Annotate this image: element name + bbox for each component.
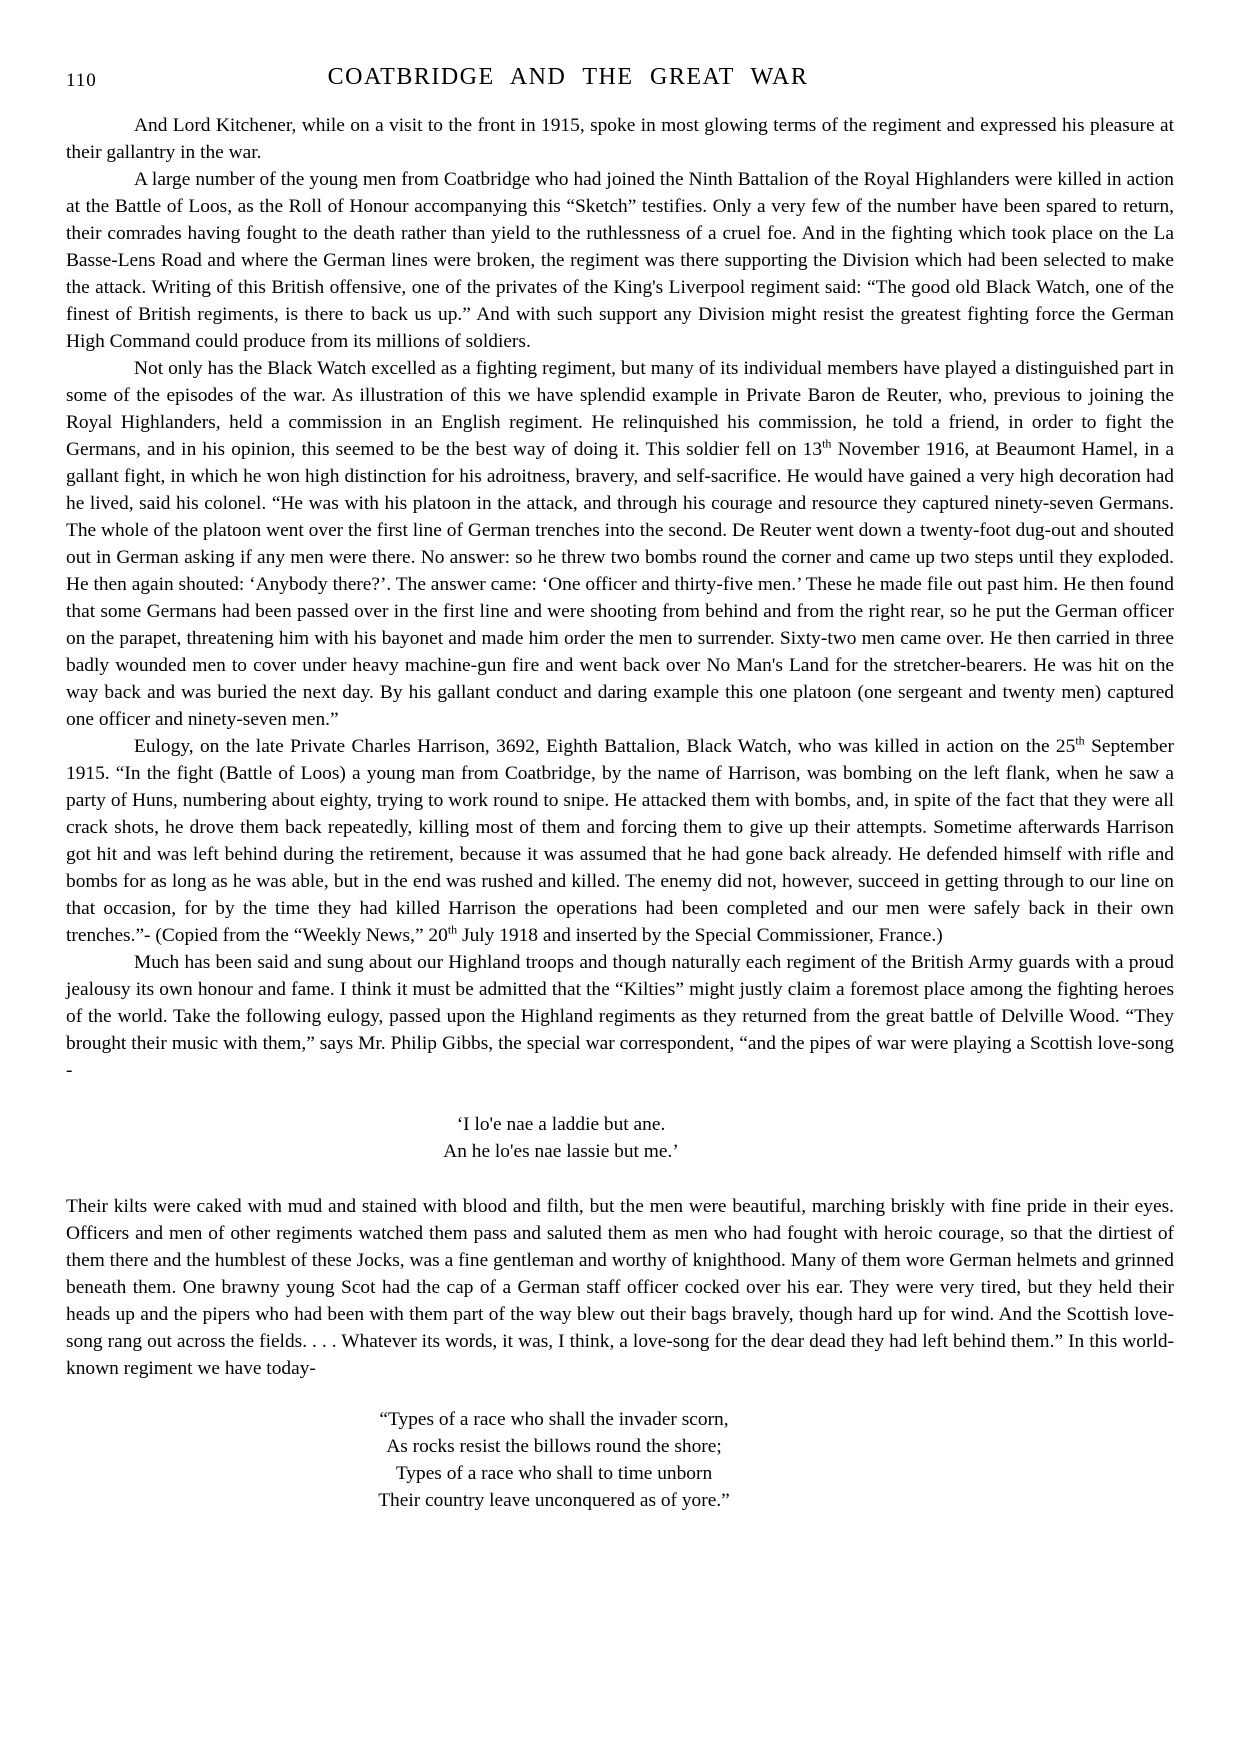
verse-line: An he lo'es nae lassie but me.’ [443,1141,679,1162]
page-title: COATBRIDGE AND THE GREAT WAR [327,64,809,90]
verse-line: Their country leave unconquered as of yore.” [378,1490,730,1511]
page-number: 110 [66,70,97,91]
paragraph-kitchener [66,112,1174,166]
ordinal-superscript: th [1075,733,1085,748]
text-segment: And Lord Kitchener, while on a visit to the front in 1915, spoke in most glowing terms of the regiment and expressed his pleasure at their gallantry in the war. [66,115,1174,163]
verse-line: As rocks resist the billows round the shore; [386,1436,722,1457]
page-body [66,112,1174,1514]
text-segment: Eulogy, on the late Private Charles Harrison, 3692, Eighth Battalion, Black Watch, who was killed in action on the 25 [134,736,1076,757]
verse-line: ‘I lo'e nae a laddie but ane. [456,1114,666,1135]
paragraph-de-reuter [66,355,1174,733]
verse-love-song [66,1111,1056,1165]
verse-types-of-a-race [66,1406,1042,1514]
paragraph-harrison-eulogy [66,733,1174,949]
paragraph-battle-of-loos [66,166,1174,355]
paragraph-highland-troops [66,949,1174,1084]
ordinal-superscript: th [822,436,832,451]
verse-line: Types of a race who shall to time unborn [395,1463,713,1484]
ordinal-superscript: th [447,922,458,937]
text-segment: Not only has the Black Watch excelled as a fighting regiment, but many of its individual members have played a distinguished part in some of the episodes of the war. As illustration of this we have splendid example in Private Baron de Reuter, who, previous to joining the Royal Highlanders, held a commission in an English regiment. He relinquished his commission, he told a friend, in order to fight the Germans, and in his opinion, this seemed to be the best way of doing it. This soldier fell on 13 [66,358,1174,460]
text-segment: Much has been said and sung about our Highland troops and though naturally each regiment of the British Army guards with a proud jealousy its own honour and fame. I think it must be admitted that the “Kilties” might justly claim a foremost place among the fighting heroes of the world. Take the following eulogy, passed upon the Highland regiments as they returned from the great battle of Delville Wood. “They brought their music with them,” says Mr. Philip Gibbs, the special war correspondent, “and the pipes of war were playing a Scottish love-song - [66,952,1174,1081]
paragraph-kilts [66,1193,1174,1382]
text-segment: November 1916, at Beaumont Hamel, in a gallant fight, in which he won high distinction for his adroitness, bravery, and self-sacrifice. He would have gained a very high decoration had he lived, said his colonel. “He was with his platoon in the attack, and through his courage and resource they captured ninety-seven Germans. The whole of the platoon went over the first line of German trenches into the second. De Reuter went down a twenty-foot dug-out and shouted out in German asking if any men were there. No answer: so he threw two bombs round the corner and came up two steps until they exploded. He then again shouted: ‘Anybody there?’. The answer came: ‘One officer and thirty-five men.’ These he made file out past him. He then found that some Germans had been passed over in the first line and were shooting from behind and from the right rear, so he put the German officer on the parapet, threatening him with his bayonet and made him order the men to surrender. Sixty-two men came over. He then carried in three badly wounded men to cover under heavy machine-gun fire and went back over No Man's Land for the stretcher-bearers. He was hit on the way back and was buried the next day. By his gallant conduct and daring example this one platoon (one sergeant and twenty men) captured one officer and ninety-seven men.” [66,439,1174,730]
text-segment: July 1918 and inserted by the Special Commissioner, France.) [457,925,943,946]
text-segment: Their kilts were caked with mud and stained with blood and filth, but the men were beautiful, marching briskly with fine pride in their eyes. Officers and men of other regiments watched them pass and saluted them as men who had fought with heroic courage, so that the dirtiest of them there and the humblest of these Jocks, was a fine gentleman and worthy of knighthood. Many of them wore German helmets and grinned beneath them. One brawny young Scot had the cap of a German staff officer cocked over his ear. They were very tired, but they held their heads up and the pipers who had been with them part of the way blew out their bags bravely, though hard up for wind. And the Scottish love-song rang out across the fields. . . . Whatever its words, it was, I think, a love-song for the dear dead they had left behind them.” In this world-known regiment we have today- [66,1196,1174,1379]
text-segment: A large number of the young men from Coatbridge who had joined the Ninth Battalion of the Royal Highlanders were killed in action at the Battle of Loos, as the Roll of Honour accompanying this “Sketch” testifies. Only a very few of the number have been spared to return, their comrades having fought to the death rather than yield to the ruthlessness of a cruel foe. And in the fighting which took place on the La Basse-Lens Road and where the German lines were broken, the regiment was there supporting the Division which had been selected to make the attack. Writing of this British offensive, one of the privates of the King's Liverpool regiment said: “The good old Black Watch, one of the finest of British regiments, is there to back us up.” And with such support any Division might resist the greatest fighting force the German High Command could produce from its millions of soldiers. [66,169,1174,352]
verse-line: “Types of a race who shall the invader scorn, [379,1409,729,1430]
page-header [0,64,1240,98]
text-segment: September 1915. “In the fight (Battle of Loos) a young man from Coatbridge, by the name of Harrison, was bombing on the left flank, when he saw a party of Huns, numbering about eighty, trying to work round to snipe. He attacked them with bombs, and, in spite of the fact that they were all crack shots, he drove them back repeatedly, killing most of them and forcing them to give up their attempts. Sometime afterwards Harrison got hit and was left behind during the retirement, because it was assumed that he had gone back already. He defended himself with rifle and bombs for as long as he was able, but in the end was rushed and killed. The enemy did not, however, succeed in getting through to our line on that occasion, for by the time they had killed Harrison the operations had been completed and our men were safely back in their own trenches.”- (Copied from the “Weekly News,” 20 [66,736,1174,946]
